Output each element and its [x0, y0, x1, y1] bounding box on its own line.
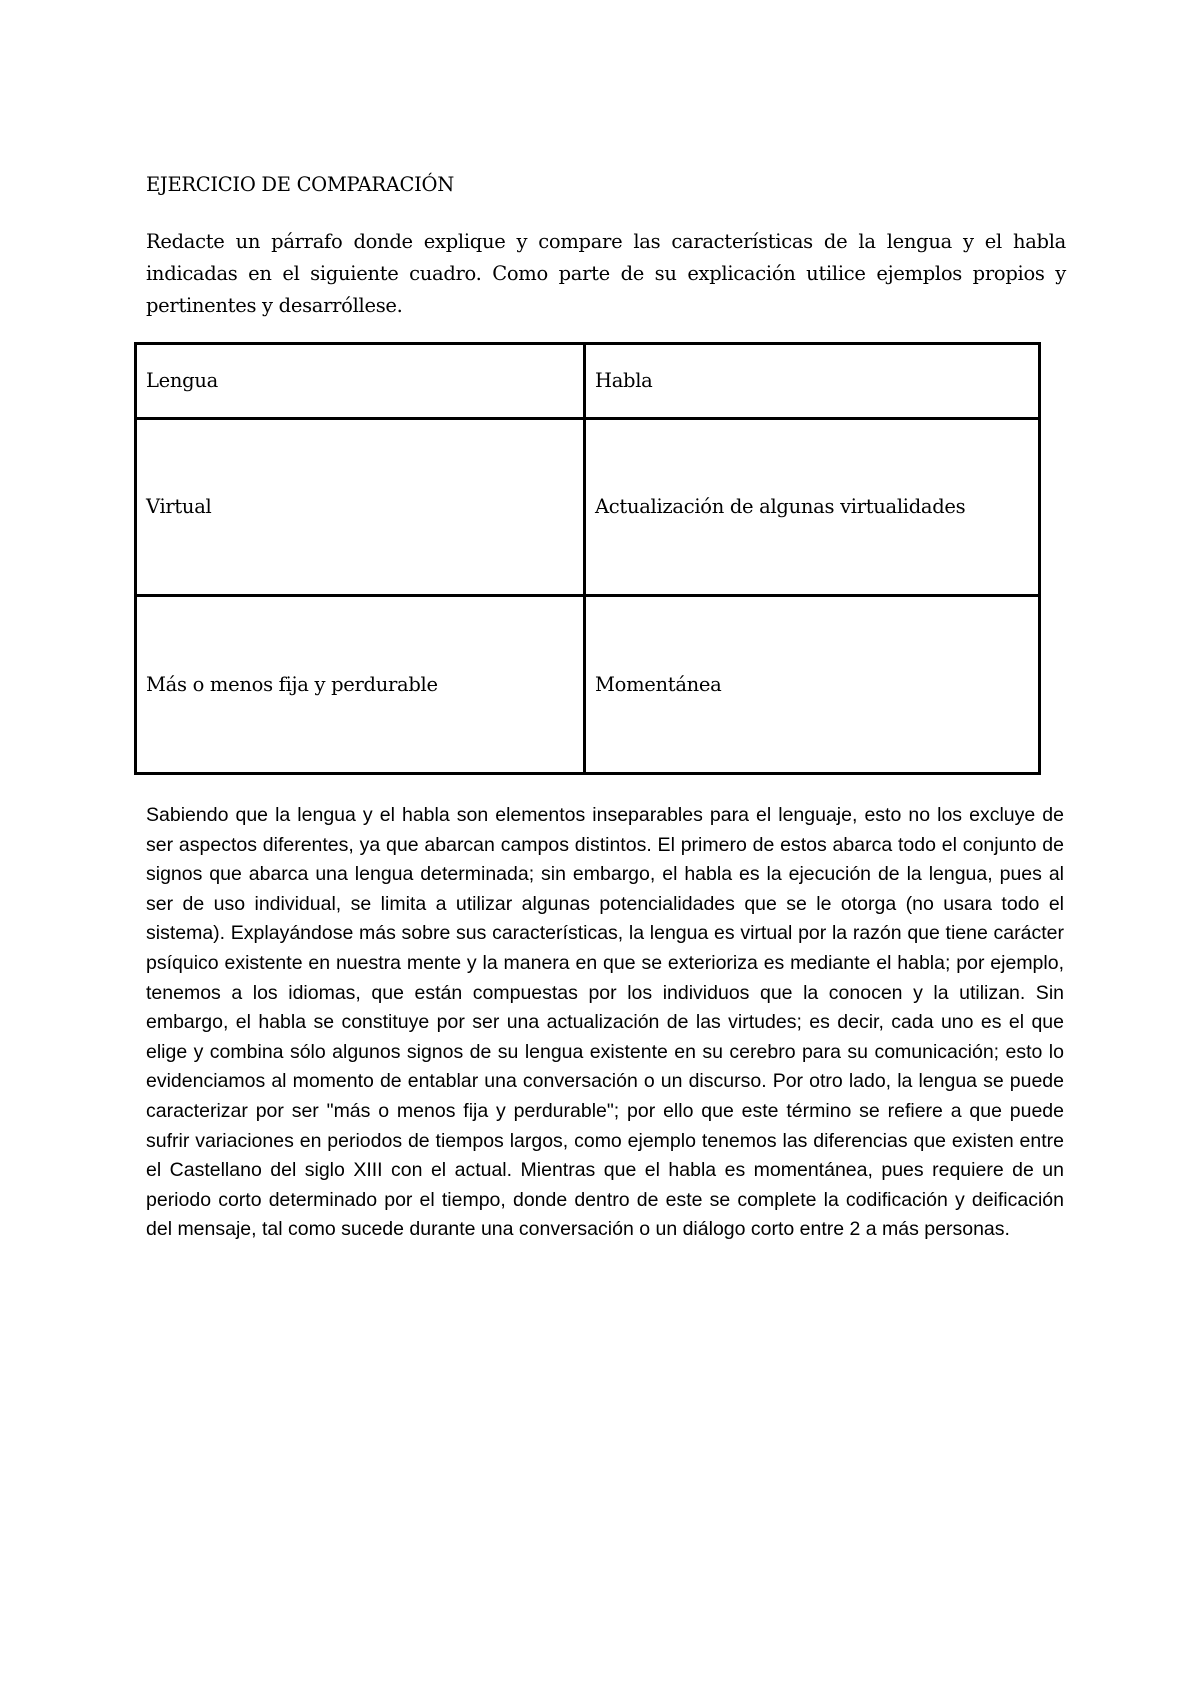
instructions-paragraph: Redacte un párrafo donde explique y compare las características de la lengua y el habla indicadas en el siguiente cuadro. Como parte de su explicación utilice ejemplos propios y pertinentes y desarróllese.	[146, 230, 1066, 317]
table-cell: Momentánea	[585, 596, 1040, 774]
table-header-row	[136, 344, 1040, 419]
answer-paragraph: Sabiendo que la lengua y el habla son elementos inseparables para el lenguaje, esto no los excluye de ser aspectos diferentes, ya que abarcan campos distintos. El primero de estos abarca todo el conjunto de signos que abarca una lengua determinada; sin embargo, el habla es la ejecución de la lengua, pues al ser de uso individual, se limita a utilizar algunas potencialidades que se le otorga (no usara todo el sistema). Explayándose más sobre sus características, la lengua es virtual por la razón que tiene carácter psíquico existente en nuestra mente y la manera en que se exterioriza es mediante el habla; por ejemplo, tenemos a los idiomas, que están compuestas por los individuos que la conocen y la utilizan. Sin embargo, el habla se constituye por ser una actualización de las virtudes; es decir, cada uno es el que elige y combina sólo algunos signos de su lengua existente en su cerebro para su comunicación; esto lo evidenciamos al momento de entablar una conversación o un discurso. Por otro lado, la lengua se puede caracterizar por ser "más o menos fija y perdurable"; por ello que este término se refiere a que puede sufrir variaciones en periodos de tiempos largos, como ejemplo tenemos las diferencias que existen entre el Castellano del siglo XIII con el actual. Mientras que el habla es momentánea, pues requiere de un periodo corto determinado por el tiempo, donde dentro de este se complete la codificación y deificación del mensaje, tal como sucede durante una conversación o un diálogo corto entre 2 a más personas.	[146, 804, 1064, 1241]
table-cell: Más o menos fija y perdurable	[136, 596, 585, 774]
comparison-table-wrapper	[134, 342, 1038, 772]
header-cell-lengua: Lengua	[136, 344, 585, 419]
comparison-table	[134, 342, 1041, 775]
table-row	[136, 596, 1040, 774]
header-cell-habla: Habla	[585, 344, 1040, 419]
table-cell: Virtual	[136, 419, 585, 596]
document-title: EJERCICIO DE COMPARACIÓN	[146, 173, 454, 196]
table-row	[136, 419, 1040, 596]
table-cell: Actualización de algunas virtualidades	[585, 419, 1040, 596]
